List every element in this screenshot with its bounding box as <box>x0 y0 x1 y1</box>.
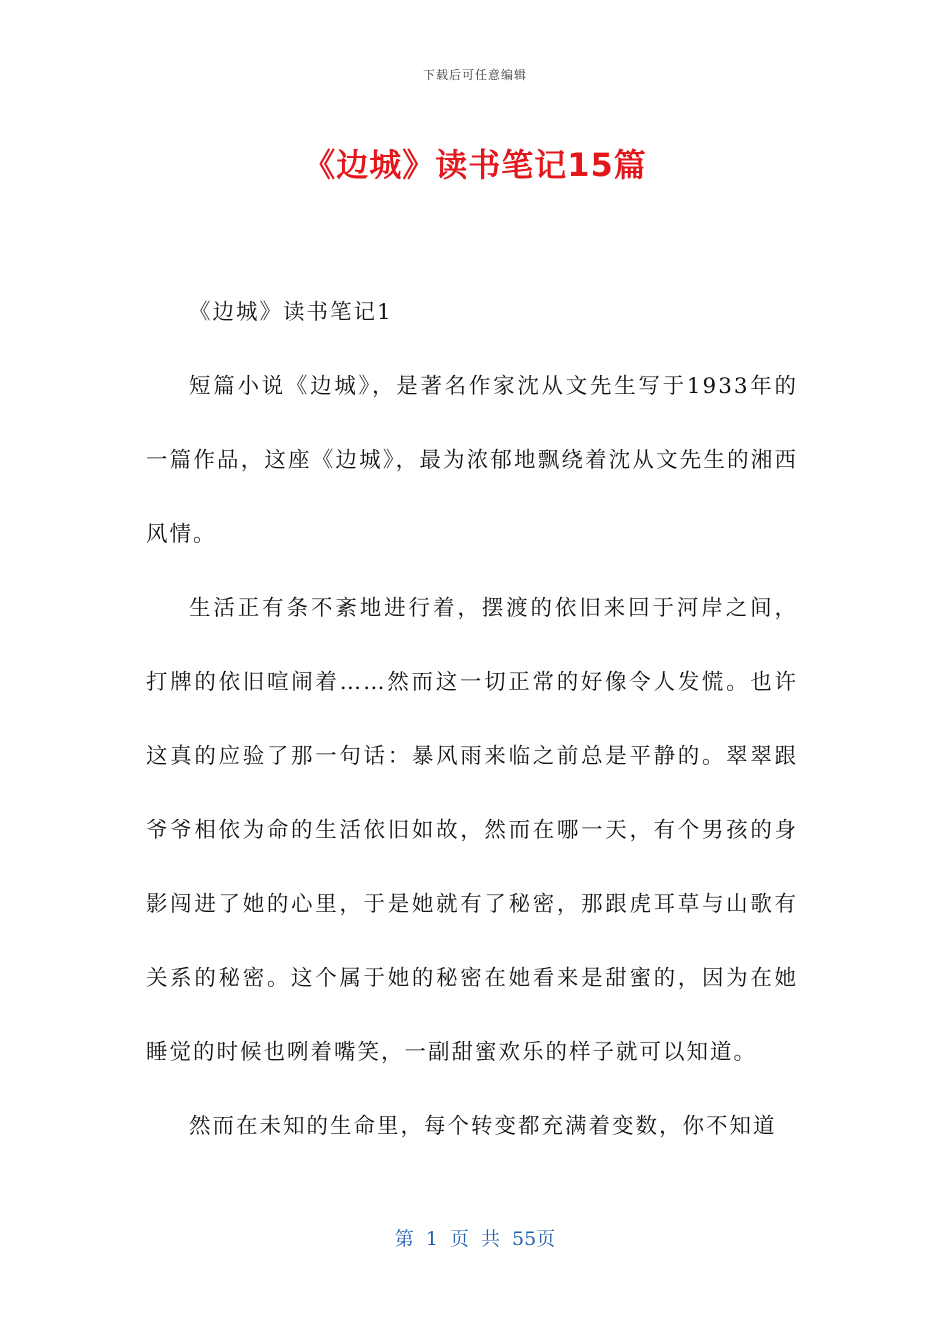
body-paragraph-2: 生活正有条不紊地进行着，摆渡的依旧来回于河岸之间，打牌的依旧喧闹着……然而这一切正常的好像令人发慌。也许这真的应验了那一句话：暴风雨来临之前总是平静的。翠翠跟爷爷相依为命的生活依旧如故，然而在哪一天，有个男孩的身影闯进了她的心里，于是她就有了秘密，那跟虎耳草与山歌有关系的秘密。这个属于她的秘密在她看来是甜蜜的，因为在她睡觉的时候也咧着嘴笑，一副甜蜜欢乐的样子就可以知道。 <box>146 596 798 1065</box>
section-heading: 《边城》读书笔记1 <box>189 300 393 325</box>
document-title: 《边城》读书笔记15篇 <box>303 146 647 184</box>
page-number-footer: 第 1 页 共 55页 <box>394 1228 556 1250</box>
body-paragraph-3: 然而在未知的生命里，每个转变都充满着变数，你不知道 <box>189 1114 777 1139</box>
page-header-note: 下载后可任意编辑 <box>422 68 527 82</box>
document-body <box>146 276 798 1164</box>
body-paragraph-1: 短篇小说《边城》，是著名作家沈从文先生写于1933年的一篇作品，这座《边城》，最为浓郁地飘绕着沈从文先生的湘西风情。 <box>146 374 798 547</box>
